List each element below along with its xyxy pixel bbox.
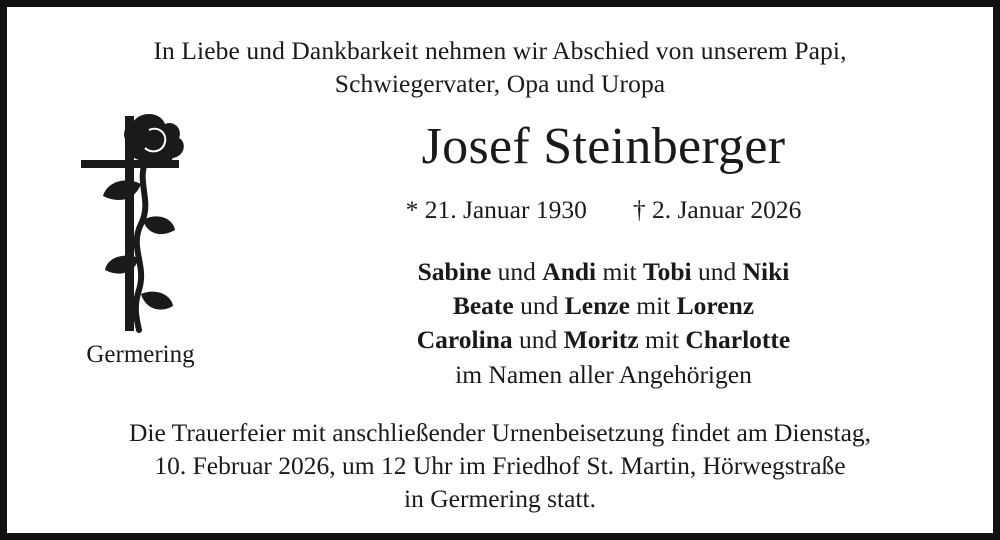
family-line: Sabine und Andi mit Tobi und Niki xyxy=(417,256,790,286)
cross-with-rose-icon xyxy=(61,108,221,338)
funeral-line-3: in Germering statt. xyxy=(404,483,596,513)
family-line: Beate und Lenze mit Lorenz xyxy=(452,290,755,320)
funeral-details xyxy=(33,416,967,523)
middle-section xyxy=(33,106,967,391)
birth-date: * 21. Januar 1930 xyxy=(405,194,587,224)
text-column xyxy=(248,106,967,391)
funeral-line-1: Die Trauerfeier mit anschließender Urnenbeisetzung findet am Dienstag, xyxy=(128,417,872,447)
intro-line-1: In Liebe und Dankbarkeit nehmen wir Abschied von unserem Papi, xyxy=(153,36,847,65)
family-list xyxy=(417,255,790,392)
life-dates xyxy=(406,195,802,225)
obituary-inner-frame xyxy=(5,5,995,535)
intro-text xyxy=(33,35,967,100)
death-date: † 2. Januar 2026 xyxy=(632,194,802,224)
deceased-name: Josef Steinberger xyxy=(421,118,786,176)
family-line: Carolina und Moritz mit Charlotte xyxy=(416,324,791,354)
intro-line-2: Schwiegervater, Opa und Uropa xyxy=(334,68,666,98)
funeral-line-2: 10. Februar 2026, um 12 Uhr im Friedhof St. Martin, Hörwegstraße xyxy=(154,450,846,480)
graphic-column xyxy=(33,106,248,391)
place-label: Germering xyxy=(86,341,195,369)
family-closing: im Namen aller Angehörigen xyxy=(455,359,752,389)
